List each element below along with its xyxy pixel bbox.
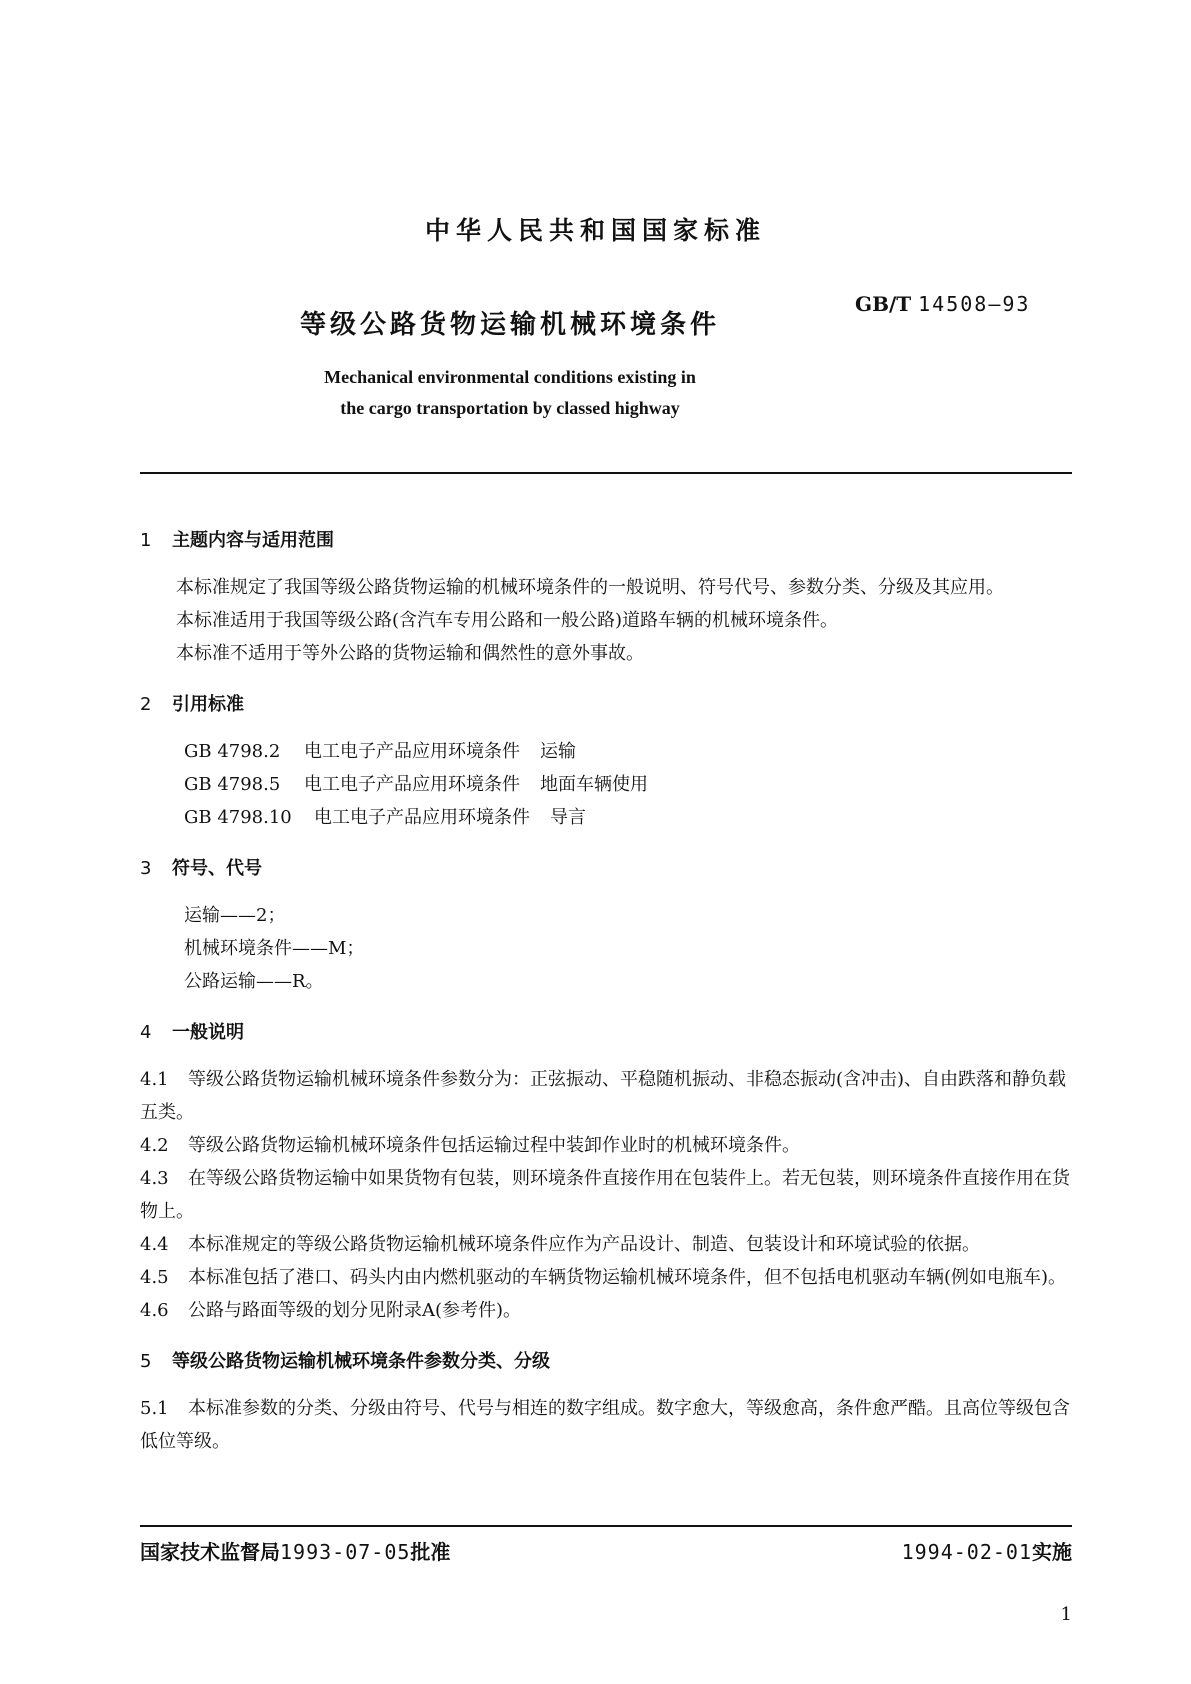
- section-title: 一般说明: [172, 1022, 244, 1043]
- approval-line: [140, 1536, 450, 1565]
- section-number: 5: [140, 1351, 152, 1372]
- paragraph: 本标准规定了我国等级公路货物运输的机械环境条件的一般说明、符号代号、参数分类、分级及其应用。: [176, 577, 1004, 598]
- reference-code: GB 4798.10: [184, 807, 292, 828]
- standard-title-en-line1: Mechanical environmental conditions existing in: [324, 367, 696, 387]
- clause-item: [140, 1162, 1072, 1228]
- reference-scope: 地面车辆使用: [540, 774, 648, 795]
- clause-number: 4.2: [140, 1135, 169, 1156]
- section-number: 2: [140, 694, 152, 715]
- approving-authority: 国家技术监督局: [140, 1540, 280, 1564]
- paragraph: 本标准不适用于等外公路的货物运输和偶然性的意外事故。: [176, 643, 644, 664]
- section-title: 主题内容与适用范围: [172, 530, 334, 551]
- effective-line: [872, 1536, 1072, 1565]
- standard-code-prefix: GB/T: [855, 292, 912, 316]
- standard-title-en-line2: the cargo transportation by classed highway: [340, 398, 680, 418]
- footer-divider: [140, 1525, 1072, 1527]
- reference-item: [184, 801, 1072, 834]
- section-heading-4: [140, 1016, 1072, 1049]
- clause-number: 4.3: [140, 1168, 169, 1189]
- clause-text: 本标准参数的分类、分级由符号、代号与相连的数字组成。数字愈大，等级愈高，条件愈严酷。且高位等级包含低位等级。: [140, 1398, 1070, 1452]
- page-number: 1: [1060, 1604, 1072, 1625]
- clause-text: 等级公路货物运输机械环境条件包括运输过程中装卸作业时的机械环境条件。: [188, 1135, 800, 1156]
- effective-date: 1994-02-01: [901, 1540, 1032, 1564]
- section-title: 等级公路货物运输机械环境条件参数分类、分级: [172, 1351, 550, 1372]
- clause-number: 5.1: [140, 1398, 169, 1419]
- section-title: 引用标准: [172, 694, 244, 715]
- clause-text: 等级公路货物运输机械环境条件参数分为：正弦振动、平稳随机振动、非稳态振动(含冲击)、自由跌落和静负载五类。: [140, 1069, 1067, 1123]
- clause-item: [140, 1392, 1072, 1458]
- standard-title-cn: 等级公路货物运输机械环境条件: [299, 310, 720, 340]
- section-heading-2: [140, 688, 1072, 721]
- reference-name: 电工电子产品应用环境条件: [314, 807, 530, 828]
- effective-suffix: 实施: [1032, 1540, 1072, 1564]
- clause-item: [140, 1294, 1072, 1327]
- reference-name: 电工电子产品应用环境条件: [304, 741, 520, 762]
- reference-scope: 运输: [540, 741, 576, 762]
- approval-date: 1993-07-05: [280, 1540, 411, 1564]
- section-heading-1: [140, 524, 1072, 557]
- clause-text: 在等级公路货物运输中如果货物有包装，则环境条件直接作用在包装件上。若无包装，则环境条件直接作用在货物上。: [140, 1168, 1070, 1222]
- clause-number: 4.1: [140, 1069, 169, 1090]
- standard-code: [855, 292, 1030, 316]
- reference-code: GB 4798.2: [184, 741, 281, 762]
- section-number: 3: [140, 858, 152, 879]
- clause-text: 本标准规定的等级公路货物运输机械环境条件应作为产品设计、制造、包装设计和环境试验的依据。: [188, 1234, 980, 1255]
- approval-suffix: 批准: [410, 1540, 451, 1564]
- clause-text: 公路与路面等级的划分见附录A(参考件)。: [188, 1300, 522, 1321]
- clause-number: 4.5: [140, 1267, 169, 1288]
- reference-item: [184, 735, 1072, 768]
- reference-scope: 导言: [550, 807, 586, 828]
- header-divider: [140, 472, 1072, 474]
- section-heading-5: [140, 1345, 1072, 1378]
- paragraph: 本标准适用于我国等级公路(含汽车专用公路和一般公路)道路车辆的机械环境条件。: [176, 610, 839, 631]
- section-heading-3: [140, 852, 1072, 885]
- clause-item: [140, 1129, 1072, 1162]
- clause-number: 4.6: [140, 1300, 169, 1321]
- national-standard-heading: 中华人民共和国国家标准: [424, 216, 766, 245]
- section-number: 1: [140, 530, 152, 551]
- reference-item: [184, 768, 1072, 801]
- standard-title-en: [0, 362, 1020, 424]
- document-body: [140, 516, 1072, 1458]
- clause-item: [140, 1261, 1072, 1294]
- symbol-item: 公路运输——R。: [184, 971, 324, 992]
- section-number: 4: [140, 1022, 152, 1043]
- clause-item: [140, 1228, 1072, 1261]
- clause-item: [140, 1063, 1072, 1129]
- symbol-item: 运输——2；: [184, 905, 286, 926]
- symbol-item: 机械环境条件——M；: [184, 938, 365, 959]
- section-title: 符号、代号: [172, 858, 262, 879]
- reference-name: 电工电子产品应用环境条件: [304, 774, 520, 795]
- standard-code-number: 14508—93: [918, 292, 1031, 316]
- clause-number: 4.4: [140, 1234, 169, 1255]
- reference-code: GB 4798.5: [184, 774, 281, 795]
- clause-text: 本标准包括了港口、码头内由内燃机驱动的车辆货物运输机械环境条件，但不包括电机驱动车辆(例如电瓶车)。: [188, 1267, 1067, 1288]
